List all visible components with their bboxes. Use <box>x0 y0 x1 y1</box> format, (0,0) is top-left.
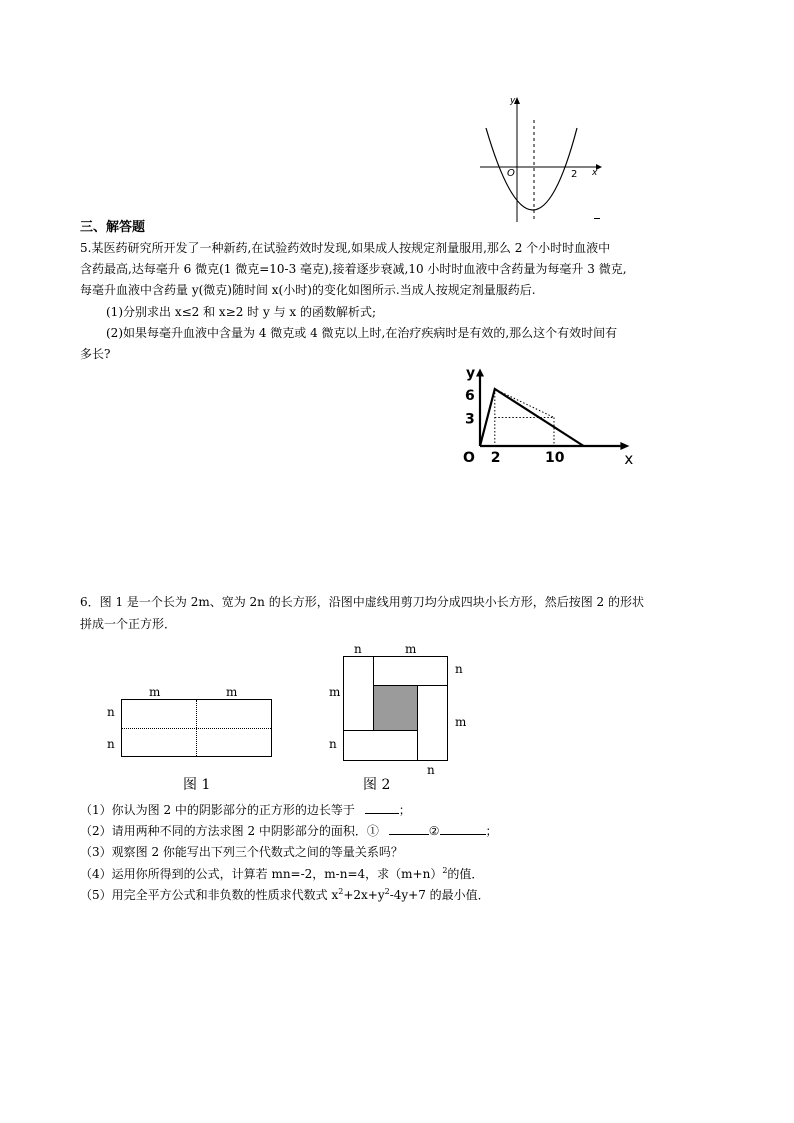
problem6-question5-exponent1: 2 <box>338 887 344 896</box>
problem6-question2-text: （2）请用两种不同的方法求图 2 中阴影部分的面积．① <box>80 824 379 838</box>
problem6-question2 <box>80 823 498 839</box>
problem6-question1 <box>80 802 411 818</box>
figure2-right-rect <box>417 685 448 761</box>
figure2-top-rect <box>373 656 448 686</box>
y-tick-label-3: 3 <box>465 411 475 428</box>
tick-label-2: 2 <box>571 169 578 180</box>
figure1-caption: 图 1 <box>183 777 211 793</box>
figure1-label-m-right: m <box>226 685 238 699</box>
problem6-question5-text-c: -4y+7 的最小值． <box>389 888 490 902</box>
problem5-line1: 5.某医药研究所开发了一种新药,在试验药效时发现,如果成人按规定剂量服用,那么 2 个小时时血液中 <box>80 241 611 255</box>
problem5-question2-line1: (2)如果每毫升血液中含量为 4 微克或 4 微克以上时,在治疗疾病时是有效的,那么这个有效时间有 <box>106 326 618 340</box>
problem6-question1-text: （1）你认为图 2 中的阴影部分的正方形的边长等于 <box>80 803 355 817</box>
answer-blank-area-method2[interactable] <box>440 823 486 835</box>
figure2-label-m-right: m <box>455 715 467 729</box>
problem6-line1: 6．图 1 是一个长为 2m、宽为 2n 的长方形，沿图中虚线用剪刀均分成四块小长方形，然后按图 2 的形状 <box>80 595 644 609</box>
figure1-dotted-vertical <box>196 700 197 756</box>
figure2-label-n-top: n <box>354 642 362 656</box>
problem6-question5-text-b: +2x+y <box>343 888 385 902</box>
problem5-line3: 每毫升血液中含药量 y(微克)随时间 x(小时)的变化如图所示.当成人按规定剂量服药后. <box>80 283 536 297</box>
problem5-question2-line2: 多长? <box>80 347 111 361</box>
figure2-label-m-left: m <box>329 685 341 699</box>
problem5-question1: (1)分别求出 x≤2 和 x≥2 时 y 与 x 的函数解析式; <box>106 305 377 319</box>
problem6-question5-exponent2: 2 <box>384 887 390 896</box>
small-dash-mark <box>594 218 600 219</box>
figure1-label-m-left: m <box>149 685 161 699</box>
y-axis-label: y <box>510 96 516 106</box>
parabola-graph <box>475 92 610 227</box>
figure2-shaded-square <box>374 686 417 730</box>
problem6-question4 <box>80 866 483 882</box>
problem6-line2: 拼成一个正方形． <box>80 617 177 631</box>
figure2-left-rect <box>343 656 374 731</box>
x-axis-label: x <box>592 168 598 178</box>
figure2-label-m-top: m <box>405 642 417 656</box>
parabola-curve <box>486 128 577 210</box>
y-axis-arrow <box>476 369 484 377</box>
figure2-label-n-right: n <box>455 662 463 676</box>
y-tick-label-6: 6 <box>465 388 475 404</box>
problem6-question5 <box>80 887 490 903</box>
figure1-label-n-bottom: n <box>107 737 115 751</box>
origin-label: O <box>463 450 475 466</box>
figure2-caption: 图 2 <box>363 777 391 793</box>
x-axis-arrow <box>620 442 629 450</box>
problem6-question4-exponent: 2 <box>442 866 448 875</box>
answer-blank-side-length[interactable] <box>365 802 399 814</box>
x-axis-label: x <box>624 450 634 468</box>
x-tick-label-10: 10 <box>545 450 565 466</box>
problem6-question5-text-a: （5）用完全平方公式和非负数的性质求代数式 x <box>80 888 339 902</box>
figure2-bottom-rect <box>343 730 418 761</box>
problem6-question2-end: ； <box>485 824 498 838</box>
problem6-question4-text: （4）运用你所得到的公式，计算若 mn=-2，m-n=4，求（m+n） <box>80 867 443 881</box>
drug-concentration-chart <box>455 366 635 470</box>
problem6-question3: （3）观察图 2 你能写出下列三个代数式之间的等量关系吗？ <box>80 845 403 859</box>
origin-label: O <box>507 168 515 179</box>
problem6-question4-end: 的值． <box>447 867 484 881</box>
x-tick-label-2: 2 <box>490 450 501 466</box>
problem6-question2-circle2: ② <box>428 824 440 838</box>
problem5-line2: 含药最高,达每毫升 6 微克(1 微克=10-3 毫克),接着逐步衰减,10 小时时血液中含药量为每毫升 3 微克, <box>80 262 627 276</box>
answer-blank-area-method1[interactable] <box>389 823 429 835</box>
section-title: 三、解答题 <box>80 220 146 235</box>
figure1-label-n-top: n <box>107 705 115 719</box>
guide-top-slant <box>495 389 554 418</box>
problem6-question1-end: ； <box>398 803 411 817</box>
figure2-label-n-left: n <box>329 737 337 751</box>
y-axis-label: y <box>466 366 476 382</box>
figure2-label-n-bottom: n <box>427 763 435 777</box>
